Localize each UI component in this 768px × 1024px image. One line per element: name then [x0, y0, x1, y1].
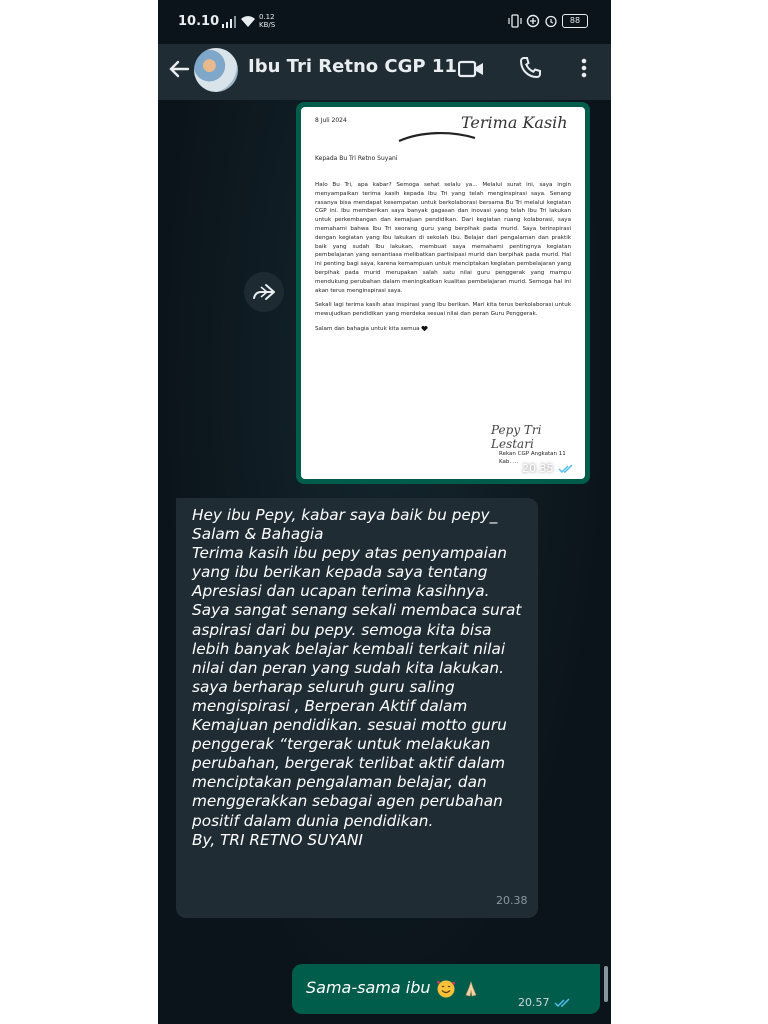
contact-name[interactable]: Ibu Tri Retno CGP 11 — [248, 56, 457, 77]
net-speed-value: 0.12 — [259, 13, 275, 21]
status-bar — [158, 0, 611, 44]
image-message-bubble[interactable] — [296, 102, 590, 484]
message-text: Sama-sama ibu — [306, 978, 431, 997]
message-time: 20.35 — [522, 462, 554, 475]
message-content — [306, 978, 481, 999]
letter-date: 8 Juli 2024 — [315, 117, 347, 124]
read-receipt-icon — [558, 464, 574, 474]
voice-call-icon[interactable] — [518, 56, 542, 80]
scrollbar-thumb[interactable] — [604, 966, 608, 1002]
vibrate-icon — [508, 14, 522, 28]
smiling-face-with-hearts-icon — [436, 979, 456, 999]
chat-area[interactable] — [158, 100, 611, 1024]
contact-avatar[interactable] — [194, 48, 238, 92]
net-speed-unit: KB/S — [259, 21, 276, 29]
battery-indicator: 88 — [562, 14, 588, 28]
incoming-message-bubble[interactable] — [176, 498, 538, 918]
video-call-icon[interactable] — [458, 58, 484, 80]
letter-closing — [315, 325, 571, 334]
signal-icon — [222, 16, 236, 28]
message-text: Hey ibu Pepy, kabar saya baik bu pepy_ Salam & Bahagia Terima kasih ibu pepy atas penyampaian yang ibu berikan kepada saya tentang Apresiasi dan ucapan terima kasihnya. Saya sangat senang sekali membaca surat aspirasi dari bu pepy. semoga kita bisa lebih banyak belajar kembali terkait nilai nilai dan peran yang sudah kita lakukan. saya berharap seluruh guru saling mengispirasi , Berperan Aktif dalam Kemajuan pendidikan. sesuai motto guru penggerak “tergerak untuk melakukan perubahan, bergerak terlibat aktif dalam menciptakan pengalaman belajar, dan menggerakkan sebagai agen perubahan positif dalam dunia pendidikan. By, TRI RETNO SUYANI — [192, 506, 522, 849]
message-time: 20.57 — [518, 996, 550, 1009]
folded-hands-icon — [461, 979, 481, 999]
letter-image[interactable] — [301, 107, 585, 479]
letter-signature: Pepy Tri Lestari — [491, 423, 542, 451]
more-options-icon[interactable] — [574, 56, 594, 80]
outgoing-message-bubble[interactable] — [292, 964, 600, 1014]
data-saver-icon — [526, 14, 540, 28]
chat-header — [158, 44, 611, 100]
heart-icon — [421, 325, 428, 332]
letter-sender-region: Kab. ... — [499, 459, 519, 465]
forward-icon — [252, 283, 276, 301]
read-receipt-icon — [554, 998, 572, 1008]
alarm-icon — [544, 14, 558, 28]
wifi-icon — [240, 14, 256, 28]
letter-closing-text: Salam dan bahagia untuk kita semua — [315, 325, 420, 332]
letter-sender-role: Rekan CGP Angkatan 11 — [499, 451, 566, 457]
letter-body — [315, 181, 571, 340]
forward-button[interactable] — [244, 272, 284, 312]
back-arrow-icon[interactable] — [168, 58, 190, 80]
network-speed — [259, 13, 275, 29]
letter-title: Terima Kasih — [461, 113, 568, 132]
status-time: 10.10 — [178, 14, 220, 29]
phone-screen — [158, 0, 611, 1024]
message-time: 20.38 — [496, 894, 528, 907]
status-icons — [508, 14, 588, 28]
letter-paragraph: Sekali lagi terima kasih atas inspirasi yang Ibu berikan. Mari kita terus berkolaborasi untuk mewujudkan pendidikan yang merdeka sesuai nilai dan peran Guru Penggerak. — [315, 302, 571, 318]
letter-paragraph: Halo Bu Tri, apa kabar? Semoga sehat selalu ya... Melalui surat ini, saya ingin menyampaikan terima kasih kepada Ibu Tri yang telah menginspirasi saya. Senang rasanya bisa mendapat kesempatan untuk berkolaborasi bersama Bu Tri melalui kegiatan CGP ini. Ibu memberikan saya banyak gagasan dan inovasi yang telah Ibu Tri lakukan untuk perkembangan dan kemajuan pendidikan. Dari kegiatan ruang kolaborasi, saya memahami bahwa Ibu Tri seorang guru yang berpihak pada murid. Saya terinspirasi dengan kegiatan yang Ibu lakukan di sekolah Ibu. Belajar dari pengalaman dan praktik baik yang sudah Ibu lakukan, membuat saya memahami pentingnya kegiatan pembelajaran yang senantiasa melibatkan partisipasi murid dan berpihak pada murid. Hal ini penting bagi saya, karena kemampuan untuk menciptakan kegiatan pembelajaran yang berpihak pada murid merupakan salah satu nilai guru penggerak yang mampu mendukung perubahan dalam meningkatkan kualitas pembelajaran murid. Semoga hal ini akan terus menginspirasi saya. — [315, 182, 571, 294]
letter-recipient: Kepada Bu Tri Retno Suyani — [315, 155, 398, 162]
